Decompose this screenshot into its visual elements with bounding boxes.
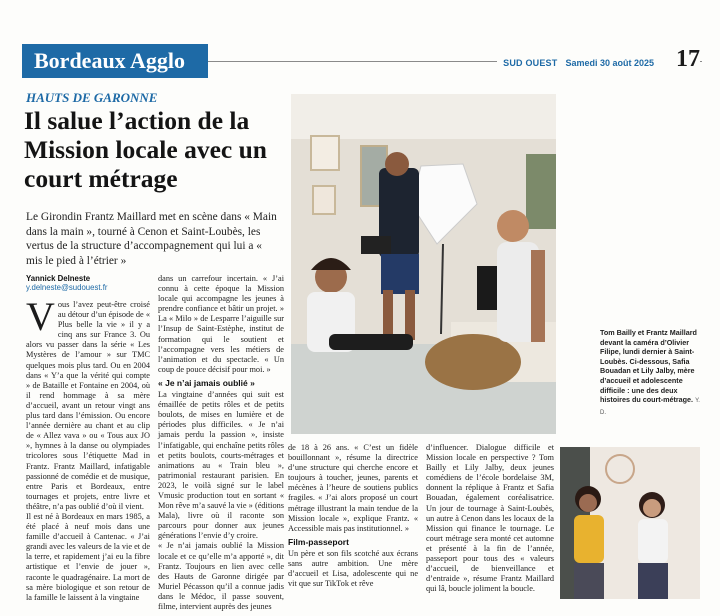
photo-credit: Y. D. [600, 398, 700, 416]
paragraph: ous l’avez peut-être croisé au détour d’un épisode de « Plus belle la vie » il y a cinq ans sur France 3. Ou alors vu passer dans la série « Les Mystères de l’amour » sur TMC quelques mois plus tard. Ou en 2004 dans « Y’a que la vérité qui compte » de Bataille et Fontaine en 2004, où il rend hommage à sa mère d’accueil, avant un retour vingt ans plus tard dans l’émission. Ou encore l’année dernière au chant et au clip de « Allez vava » ou « Tous aux JO », hymnes à la danse ou olympiades tricolores sous l’étiquette Mad in Frantz. Frantz Maillard, infatigable passionné de comédie et de musique, entre Paris et Bordeaux, entre tournages et projets, entre livre et théâtre, n’a pas oublié d’où il vient. [26, 300, 150, 511]
section-banner [22, 44, 208, 78]
text-column-3 [288, 443, 418, 589]
paragraph: de 18 à 26 ans. « C’est un fidèle bouillonnant », résume la directrice d’une structure qui cherche encore et toujours à toucher, jeunes, parents et mécènes à l’heure de soutiens publics fragiles. « J’ai alors proposé un court métrage illustrant la main tendue de la Mission locale », explique Frantz. « Accessible mais pas institutionnel. » [288, 443, 418, 533]
main-photo [291, 94, 556, 434]
film-set-illustration [291, 94, 556, 434]
actresses-illustration [560, 447, 700, 599]
paragraph: « Je n’ai jamais oublié la Mission locale et ce qu’elle m’a apporté », dit Frantz. Toujours en lien avec celle des Hauts de Garonne dirigée par Muriel Pécasson qu’il a connue jadis dans le Médoc, il passe souvent, filme, intervient auprès des jeunes [158, 541, 284, 611]
article-headline: Il salue l’action de la Mission locale avec un court métrage [24, 106, 267, 193]
page-header-info [497, 46, 700, 73]
author-email[interactable]: y.delneste@sudouest.fr [26, 283, 108, 292]
secondary-photo [560, 447, 700, 599]
paragraph: Un père et son fils scotché aux écrans sans autre ambition. Une mère d’accueil et Lisa, adolescente qui ne vit que sur TikTok et rêve [288, 548, 418, 589]
issue-date: Samedi 30 août 2025 [565, 58, 654, 68]
text-column-2 [158, 274, 284, 612]
text-column-4 [426, 443, 554, 594]
section-title: Bordeaux Aggl​o [34, 48, 185, 73]
paragraph: d’influencer. Dialogue difficile et Mission locale en perspective ? Tom Bailly et Lily Jalby, deux jeunes comédiens de l’école bordelaise 3M, donnent la réplique à Frantz et Safia Bouadan, également coréalisatrice. Un jour de tournage à Saint-Loubès, un autre à Cenon dans les locaux de la Mission qui finance le tournage. Le court métrage sera monté cet automne et présenté à la fin de l’année, passeport pour tous des « valeurs d’accueil, de bienveillance et d’entraide », résume Frantz Maillard qui lâ, boucle joliment la boucle. [426, 443, 554, 594]
newspaper-name: SUD OUEST [503, 58, 558, 68]
byline [26, 274, 107, 292]
paragraph: La vingtaine d’années qui suit est émaillée de petits rôles et de petits boulots, de mises en lumière et de périodes plus difficiles. « Je n’ai jamais perdu la passion », insiste l’infatigable, qui enchaîne petits rôles et petits boulots, courts-métrages et animations au « Train bleu », patrimonial restaurant parisien. En 2023, le voilà signé sur le label Vmusic production tout en sortant « Mon rêve m’a sauvé la vie » (éditions Mala), livre où il raconte son parcours pour donner aux jeunes générations l’envie d’y croire. [158, 390, 284, 541]
subheading: « Je n’ai jamais oublié » [158, 377, 255, 388]
drop-cap: V [26, 294, 55, 339]
paragraph: Il est né à Bordeaux en mars 1985, a été placé à neuf mois dans une famille d’accueil à Cantenac. « J’ai grandi avec les valeurs de la vie et de la terre, et rapidement j’ai eu la fibre artistique et l’envie de jouer », raconte le quadragénaire. La mort de sa mère biologique et son retour de la famille le laissent à la vingtaine [26, 511, 150, 602]
article-kicker: HAUTS DE GARONNE [26, 90, 158, 105]
subheading: Film-passeport [288, 536, 349, 547]
author-name: Yannick Delneste [26, 274, 91, 283]
article-lead: Le Girondin Frantz Maillard met en scène dans « Main dans la main », tourné à Cenon et Saint-Loubès, les vertus de la structure d’accompagnement qui lui a « mis le pied à l’étrier » [26, 211, 277, 267]
text-column-1 [26, 294, 150, 603]
page-number: 17 [676, 46, 700, 72]
photo-caption [600, 328, 700, 418]
caption-text: Tom Bailly et Frantz Maillard devant la caméra d’Olivier Filipe, lundi dernier à Saint-Loubès. Ci-dessous, Safia Bouadan et Lily Jalby, mère d’accueil et adolescente difficile : une des deux histoires du court-métrage. [600, 328, 697, 405]
paragraph: dans un carrefour incertain. « J’ai connu à cette époque la Mission locale qui accompagne les jeunes à prendre confiance et bâtir un projet. » La « Milo » de Lesparre l’aiguille sur l’Insup de Saint-Estèphe, institut de formation qui le soutient et l’accompagne vers les métiers de l’animation et du spectacle. « Un coup de pouce décisif pour moi. » [158, 274, 284, 374]
